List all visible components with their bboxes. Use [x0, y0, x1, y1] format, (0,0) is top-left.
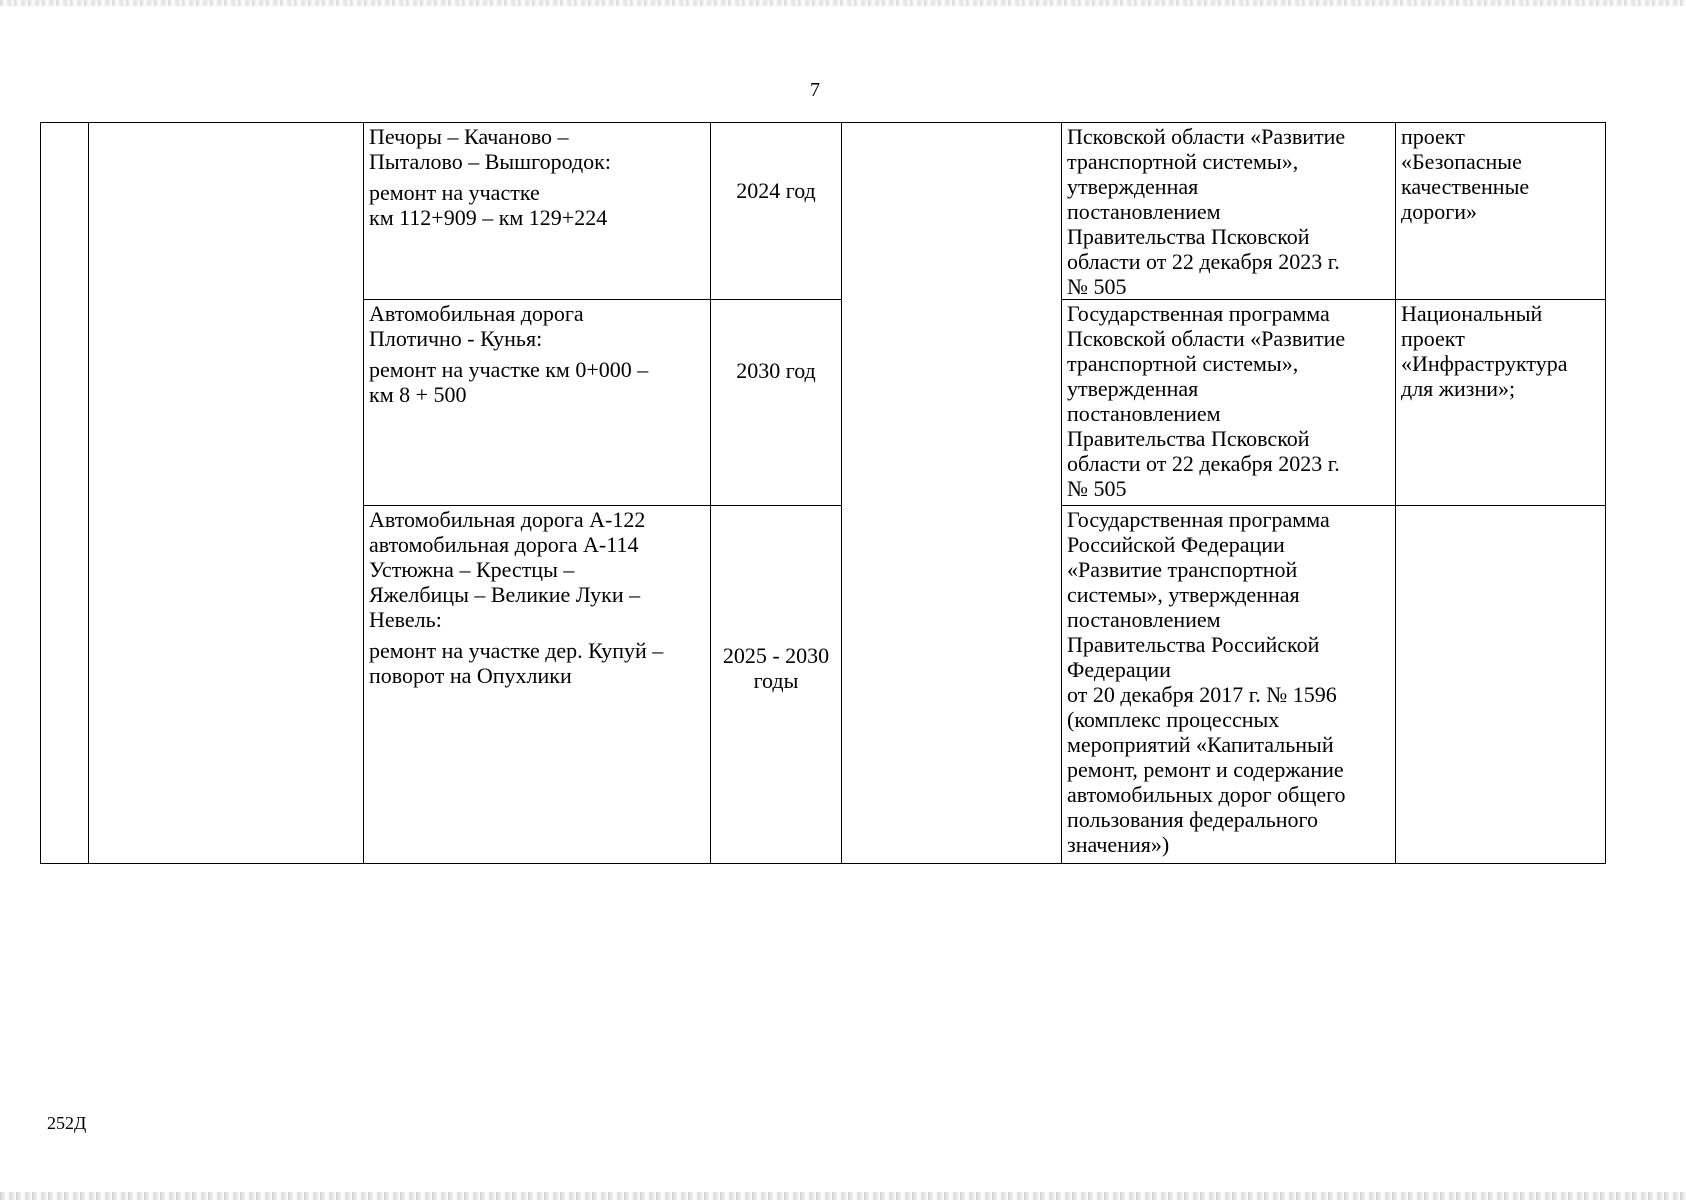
- term-cell: [711, 123, 842, 300]
- program-cell: [1062, 123, 1396, 300]
- program-text: Государственная программа Псковской области «Развитие транспортной системы», утвержденная постановлением Правительства Псковской области от 22 декабря 2023 г. № 505: [1067, 301, 1346, 501]
- project-text: Национальный проект «Инфраструктура для жизни»;: [1401, 301, 1568, 401]
- road-cell: [364, 123, 711, 300]
- scan-edge-bottom: [0, 1192, 1686, 1200]
- program-cell: [1062, 300, 1396, 506]
- projects-table: [40, 122, 1606, 864]
- term-cell: [711, 506, 842, 864]
- road-cell: [364, 300, 711, 506]
- road-cell: [364, 506, 711, 864]
- road-work: ремонт на участке км 112+909 – км 129+224: [369, 180, 608, 230]
- empty-cell: [842, 123, 1062, 864]
- term-text: 2030 год: [736, 358, 816, 383]
- road-work: ремонт на участке дер. Купуй – поворот на Опухлики: [369, 638, 664, 688]
- number-cell: [41, 123, 89, 864]
- road-work: ремонт на участке км 0+000 – км 8 + 500: [369, 357, 649, 407]
- project-cell: [1396, 300, 1606, 506]
- road-name: Печоры – Качаново – Пыталово – Вышгородок:: [369, 124, 611, 174]
- road-name: Автомобильная дорога Плотично - Кунья:: [369, 301, 584, 351]
- page-number: 7: [810, 79, 820, 101]
- scan-edge-top: [0, 0, 1686, 6]
- term-text: 2025 - 2030 годы: [722, 643, 830, 693]
- road-name: Автомобильная дорога А-122 автомобильная дорога А-114 Устюжна – Крестцы – Яжелбицы – Великие Луки – Невель:: [369, 507, 646, 632]
- project-cell: [1396, 506, 1606, 864]
- program-text: Государственная программа Российской Федерации «Развитие транспортной системы», утвержденная постановлением Правительства Российской Федерации от 20 декабря 2017 г. № 1596 (комплекс процессных мероприятий «Капитальный ремонт, ремонт и содержание автомобильных дорог общего пользования федерального значения»): [1067, 507, 1346, 857]
- project-text: проект «Безопасные качественные дороги»: [1401, 124, 1530, 224]
- term-cell: [711, 300, 842, 506]
- table-row: [41, 123, 1606, 300]
- object-cell: [89, 123, 364, 864]
- program-text: Псковской области «Развитие транспортной системы», утвержденная постановлением Правительства Псковской области от 22 декабря 2023 г. № 505: [1067, 124, 1346, 299]
- program-cell: [1062, 506, 1396, 864]
- term-text: 2024 год: [736, 178, 816, 203]
- project-cell: [1396, 123, 1606, 300]
- document-code: 252Д: [47, 1113, 87, 1133]
